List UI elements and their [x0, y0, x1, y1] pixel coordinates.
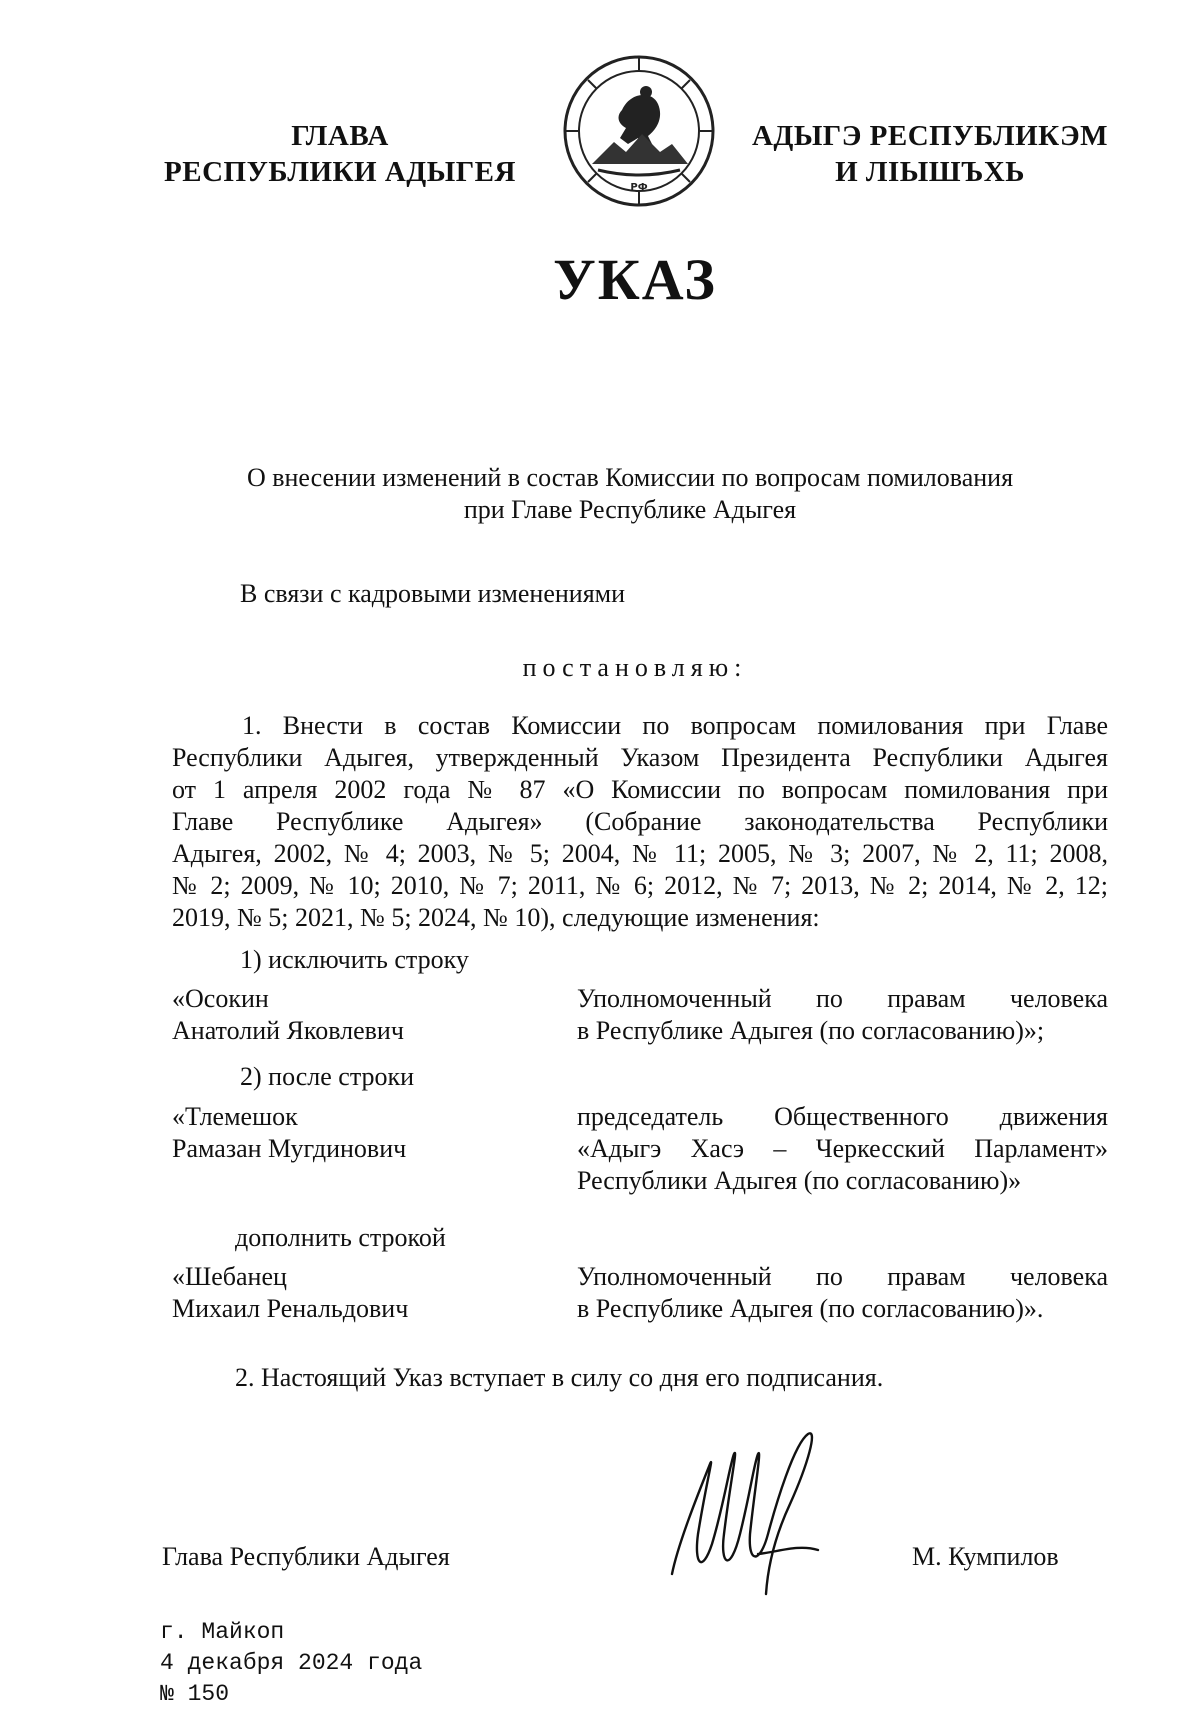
member-role-line: в Республике Адыгея (по согласованию)»;: [577, 1016, 1045, 1045]
member-role: [577, 1261, 1108, 1325]
member-surname: «Тлемешок: [172, 1102, 298, 1131]
item-1: 1) исключить строку: [240, 945, 469, 974]
paragraph-1-line: Адыгея, 2002, № 4; 2003, № 5; 2004, № 11; 2005, № 3; 2007, № 2, 11; 2008,: [172, 839, 1108, 868]
paragraph-1-line: от 1 апреля 2002 года № 87 «О Комиссии по вопросам помилования при: [172, 775, 1108, 804]
paragraph-1-line: № 2; 2009, № 10; 2010, № 7; 2011, № 6; 2012, № 7; 2013, № 2; 2014, № 2, 12;: [172, 871, 1108, 900]
member-given-names: Рамазан Мугдинович: [172, 1134, 407, 1163]
member-name: [172, 1101, 552, 1165]
member-surname: «Осокин: [172, 984, 269, 1013]
footer-date: 4 декабря 2024 года: [160, 1650, 423, 1676]
paragraph-1: [172, 710, 1108, 934]
document-footer: [160, 1617, 422, 1710]
subject-line1: О внесении изменений в состав Комиссии по вопросам помилования: [246, 463, 1014, 492]
footer-number: № 150: [160, 1681, 230, 1707]
header-left-line2: РЕСПУБЛИКИ АДЫГЕЯ: [164, 156, 516, 188]
subject-line2: при Главе Республике Адыгея: [463, 495, 797, 524]
paragraph-1-line: Главе Республике Адыгея» (Собрание законодательства Республики: [172, 807, 1108, 836]
header-right: [740, 118, 1120, 190]
coat-of-arms-emblem: [560, 52, 718, 210]
item-3: дополнить строкой: [235, 1223, 446, 1252]
document-title: УКАЗ: [553, 247, 717, 312]
handwritten-signature: [658, 1424, 838, 1614]
member-name: [172, 1261, 552, 1325]
member-row-shebanets: [172, 1261, 1108, 1331]
resolve-text: постановляю:: [522, 653, 748, 682]
header-right-line2: И ЛІЫШЪХЬ: [835, 156, 1025, 188]
paragraph-1-line: Республики Адыгея, утвержденный Указом Президента Республики Адыгея: [172, 743, 1108, 772]
signature-icon: [658, 1424, 838, 1614]
member-role-line: «Адыгэ Хасэ – Черкесский Парламент»: [577, 1134, 1108, 1163]
footer-city: г. Майкоп: [160, 1619, 285, 1645]
paragraph-1-line: 1. Внести в состав Комиссии по вопросам помилования при Главе: [242, 711, 1108, 740]
item-2: 2) после строки: [240, 1062, 415, 1091]
signatory-name: М. Кумпилов: [912, 1542, 1059, 1571]
member-role-line: председатель Общественного движения: [577, 1102, 1108, 1131]
member-name: [172, 983, 552, 1047]
member-role-line: в Республике Адыгея (по согласованию)».: [577, 1294, 1044, 1323]
member-surname: «Шебанец: [172, 1262, 287, 1291]
intro-text: В связи с кадровыми изменениями: [240, 579, 626, 608]
member-row-tlemeshok: [172, 1101, 1108, 1211]
member-given-names: Михаил Ренальдович: [172, 1294, 409, 1323]
paragraph-2: 2. Настоящий Указ вступает в силу со дня его подписания.: [235, 1363, 884, 1392]
paragraph-1-line: 2019, № 5; 2021, № 5; 2024, № 10), следующие изменения:: [172, 903, 820, 932]
document-subject: [150, 462, 1110, 526]
member-role-line: Республики Адыгея (по согласованию)»: [577, 1166, 1022, 1195]
header-right-line1: АДЫГЭ РЕСПУБЛИКЭМ: [751, 120, 1109, 152]
member-row-osokin: [172, 983, 1108, 1053]
member-role-line: Уполномоченный по правам человека: [577, 1262, 1108, 1291]
signatory-position: Глава Республики Адыгея: [162, 1542, 450, 1571]
svg-text:РФ: РФ: [630, 182, 648, 193]
member-given-names: Анатолий Яковлевич: [172, 1016, 404, 1045]
member-role: [577, 1101, 1108, 1197]
member-role: [577, 983, 1108, 1047]
coat-of-arms-icon: [560, 52, 718, 210]
header-left: [150, 118, 530, 190]
header-left-line1: ГЛАВА: [291, 120, 389, 152]
member-role-line: Уполномоченный по правам человека: [577, 984, 1108, 1013]
